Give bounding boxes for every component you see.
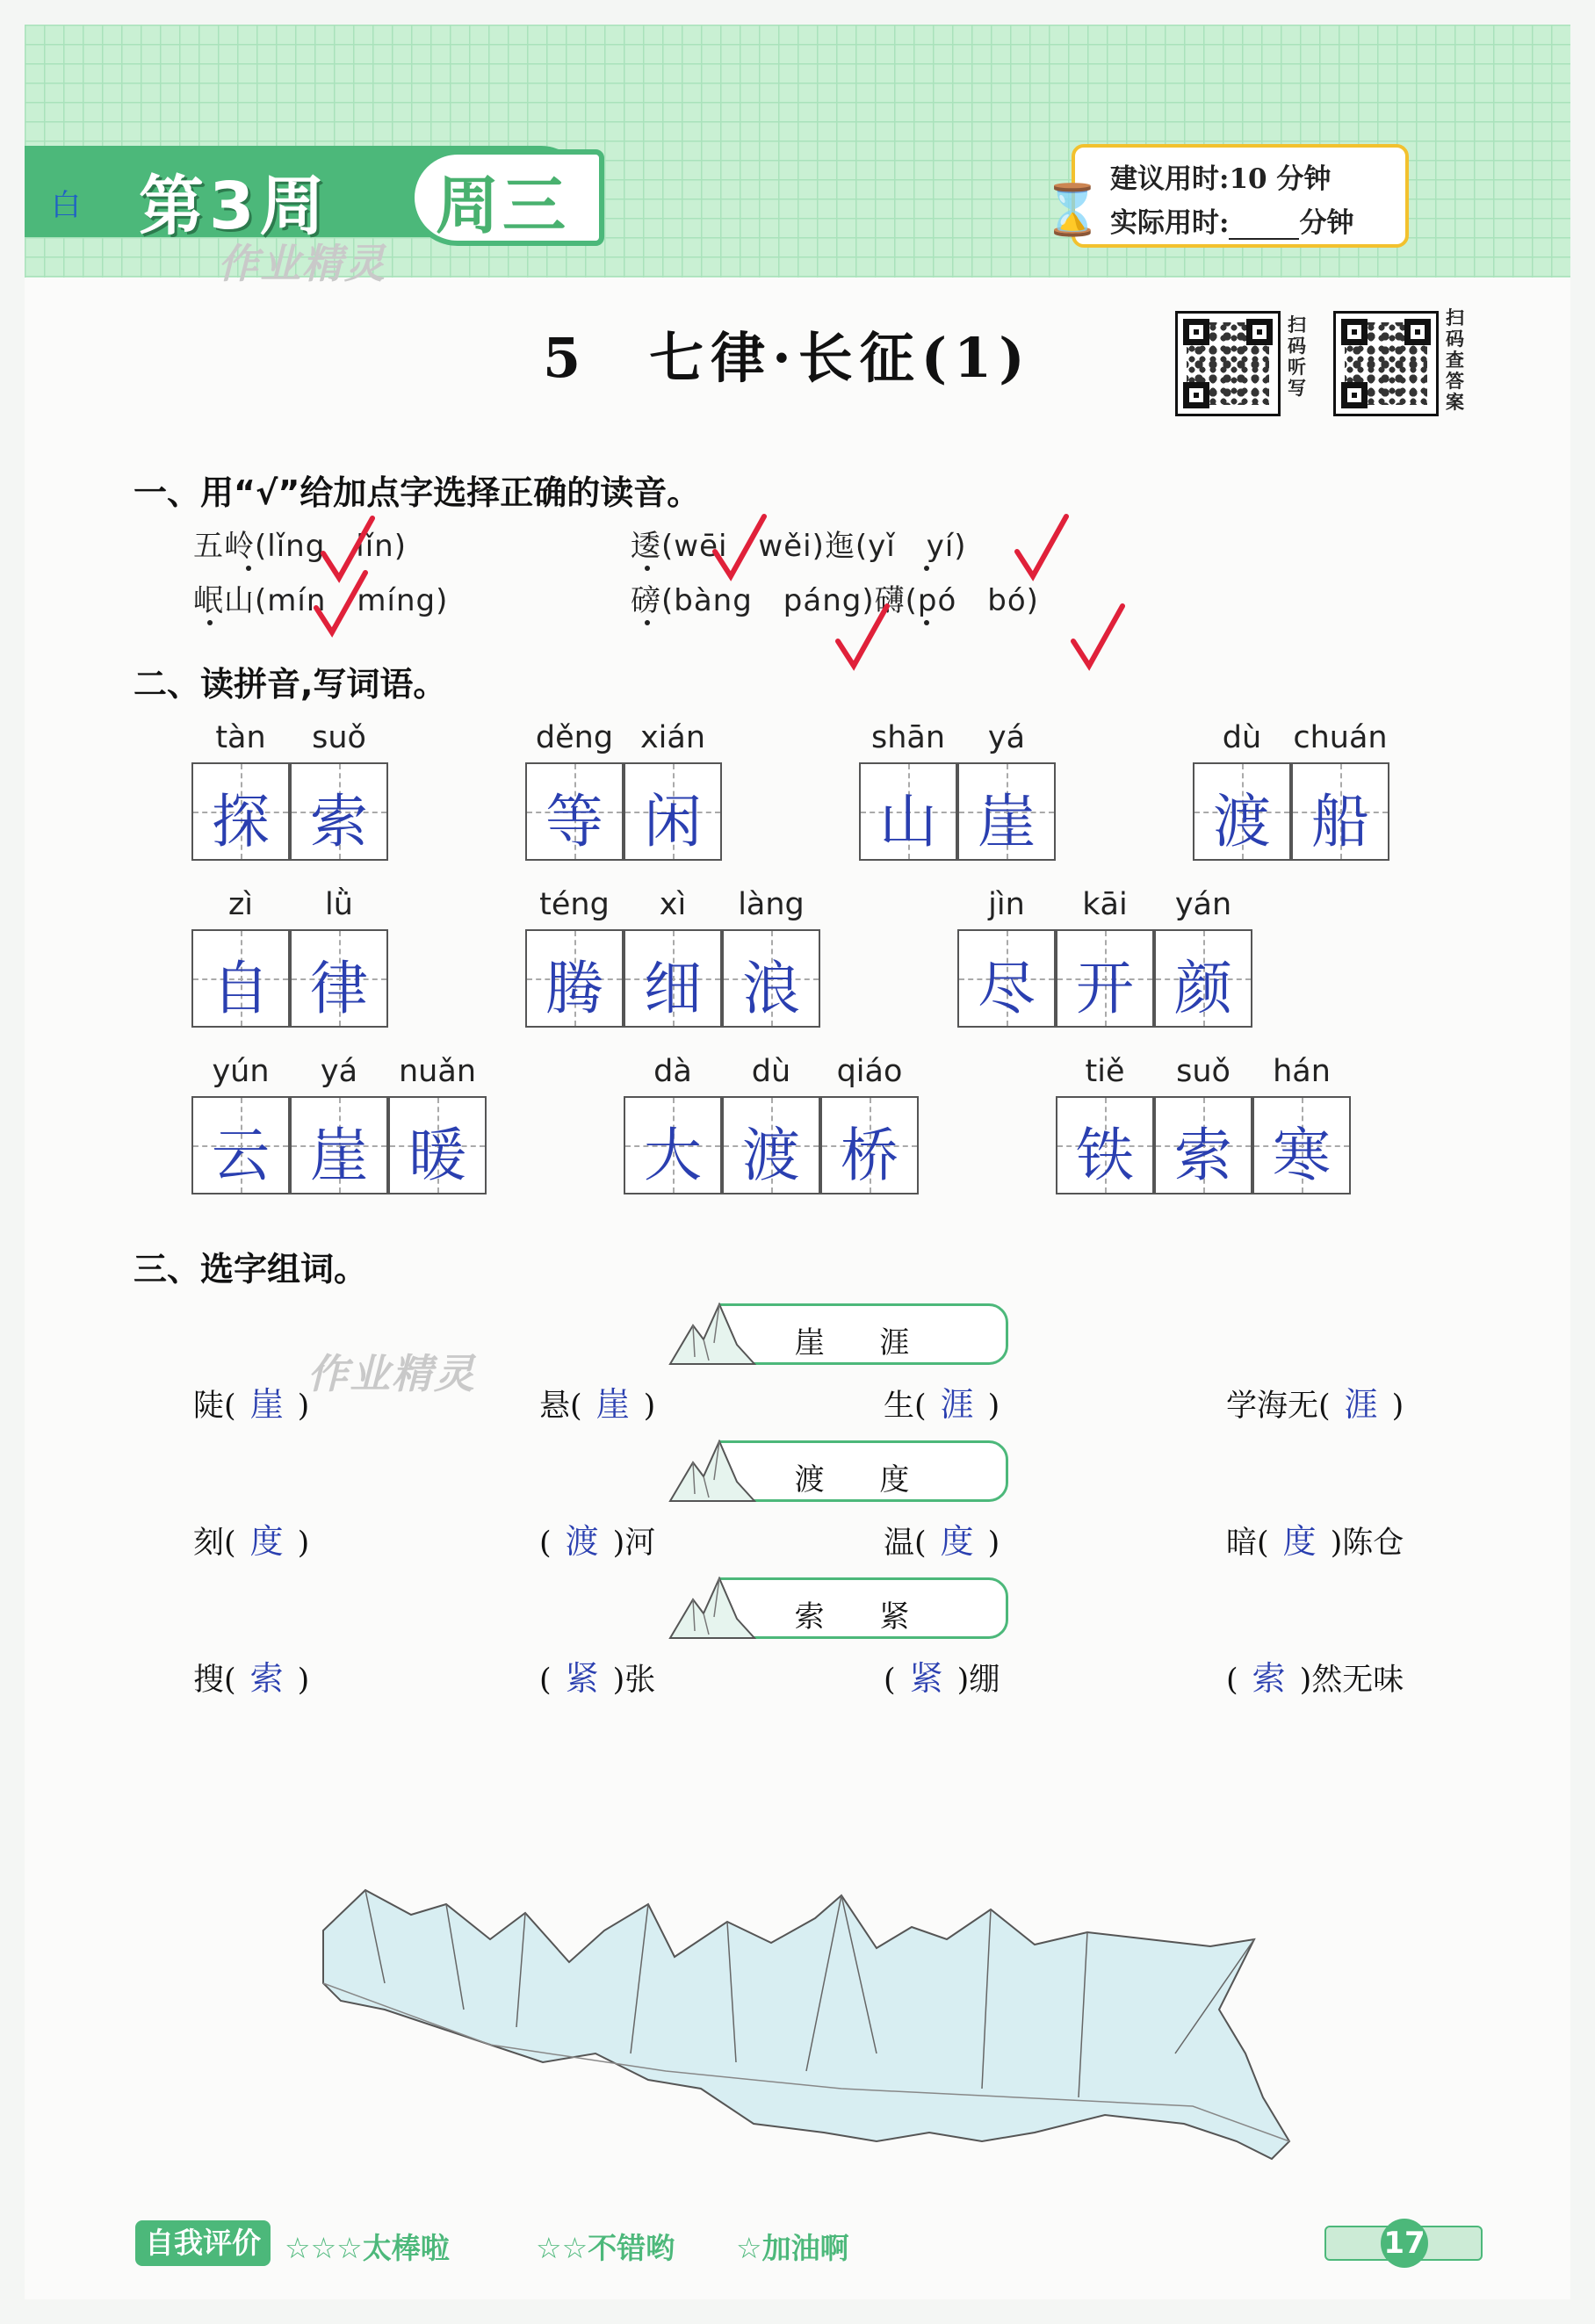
choice-pill xyxy=(718,1577,1008,1639)
fill-blank[interactable]: 暗( 度 )陈仓 xyxy=(1226,1522,1404,1561)
fill-blank[interactable]: 悬( 崖 ) xyxy=(539,1385,656,1424)
pinyin: suǒ xyxy=(1176,1054,1231,1089)
s1-item-pangbo: 磅(bàng páng)礴(pó bó) xyxy=(631,583,1039,618)
actual-time-unit: 分钟 xyxy=(1299,207,1354,239)
pinyin: lǜ xyxy=(325,887,353,922)
pinyin: dù xyxy=(1222,720,1262,755)
emphasis-dot xyxy=(924,620,929,625)
section1-title: 一、用“√”给加点字选择正确的读音。 xyxy=(134,473,701,512)
eval-option-tryharder[interactable]: ☆加油啊 xyxy=(736,2231,849,2265)
pinyin: tàn xyxy=(215,720,266,755)
checkmark-icon xyxy=(1070,603,1126,673)
char-cell[interactable]: 索 xyxy=(1154,1096,1252,1194)
week-title: 第3周 xyxy=(139,169,330,244)
pinyin: nuǎn xyxy=(399,1054,476,1089)
watermark-logo: 作业精灵 xyxy=(218,240,386,287)
pinyin: kāi xyxy=(1082,887,1128,922)
fill-blank[interactable]: ( 紧 )张 xyxy=(539,1659,656,1698)
pinyin: tiě xyxy=(1085,1054,1125,1089)
pinyin: chuán xyxy=(1293,720,1388,755)
section2-title: 二、读拼音,写词语。 xyxy=(134,665,447,704)
bai-mark: 白 xyxy=(51,188,81,223)
pinyin: yún xyxy=(212,1054,270,1089)
fill-blank[interactable]: ( 紧 )绷 xyxy=(884,1659,1000,1698)
char-cell[interactable]: 山 xyxy=(859,762,957,861)
char-cell[interactable]: 尽 xyxy=(957,929,1056,1028)
eval-label: 自我评价 xyxy=(135,2220,271,2266)
pinyin: děng xyxy=(535,720,614,755)
pinyin: dù xyxy=(751,1054,791,1089)
char-cell[interactable]: 云 xyxy=(191,1096,290,1194)
char-cell[interactable]: 渡 xyxy=(1193,762,1291,861)
lesson-title: 5 七律·长征(1) xyxy=(543,326,1032,390)
actual-time-blank[interactable] xyxy=(1229,215,1299,240)
char-cell[interactable]: 等 xyxy=(525,762,624,861)
page-number-text: 17 xyxy=(1381,2219,1428,2268)
fill-blank[interactable]: 刻( 度 ) xyxy=(193,1522,310,1561)
char-cell[interactable]: 闲 xyxy=(624,762,722,861)
pinyin: jìn xyxy=(988,887,1025,922)
char-cell[interactable]: 浪 xyxy=(722,929,820,1028)
char-cell[interactable]: 探 xyxy=(191,762,290,861)
day-title: 周三 xyxy=(436,169,570,242)
char-cell[interactable]: 大 xyxy=(624,1096,722,1194)
emphasis-dot xyxy=(246,566,251,571)
emphasis-dot xyxy=(207,620,213,625)
fill-blank[interactable]: 学海无( 涯 ) xyxy=(1226,1385,1404,1424)
pinyin: yá xyxy=(987,720,1026,755)
checkmark-icon xyxy=(834,603,891,673)
pinyin: hán xyxy=(1273,1054,1331,1089)
emphasis-dot xyxy=(645,620,650,625)
choice-pill xyxy=(718,1303,1008,1365)
choice-pill-text: 渡 度 xyxy=(794,1462,933,1498)
pinyin: qiáo xyxy=(836,1054,903,1089)
s1-item-minshan: 岷山(mín míng) xyxy=(193,583,449,618)
qr-label-dictation: 扫码听写 xyxy=(1288,314,1306,399)
char-cell[interactable]: 桥 xyxy=(820,1096,919,1194)
char-cell[interactable]: 腾 xyxy=(525,929,624,1028)
choice-pill xyxy=(718,1440,1008,1502)
pinyin: yán xyxy=(1174,887,1232,922)
char-cell[interactable]: 律 xyxy=(290,929,388,1028)
pinyin: xián xyxy=(639,720,706,755)
suggested-time: 建议用时:10 分钟 xyxy=(1110,163,1332,195)
s1-item-wuling: 五岭(lǐng lǐn) xyxy=(193,529,407,564)
actual-time xyxy=(1110,200,1353,240)
worksheet-page xyxy=(25,25,1570,2299)
fill-blank[interactable]: ( 渡 )河 xyxy=(539,1522,656,1561)
fill-blank[interactable]: 搜( 索 ) xyxy=(193,1659,310,1698)
char-cell[interactable]: 崖 xyxy=(290,1096,388,1194)
checkmark-icon xyxy=(313,569,369,639)
pinyin: shān xyxy=(870,720,946,755)
checkmark-icon xyxy=(1014,513,1070,583)
hourglass-icon: ⌛ xyxy=(1042,182,1103,239)
page-number xyxy=(1324,2219,1483,2268)
pinyin: dà xyxy=(653,1054,692,1089)
qr-code-dictation[interactable] xyxy=(1175,311,1281,416)
pinyin: làng xyxy=(738,887,805,922)
eval-option-good[interactable]: ☆☆不错哟 xyxy=(536,2231,675,2265)
watermark-logo: 作业精灵 xyxy=(307,1350,476,1397)
section3-title: 三、选字组词。 xyxy=(134,1250,368,1288)
fill-blank[interactable]: 陡( 崖 ) xyxy=(193,1385,310,1424)
fill-blank[interactable]: 生( 涯 ) xyxy=(884,1385,1000,1424)
char-cell[interactable]: 开 xyxy=(1056,929,1154,1028)
choice-pill-text: 崖 涯 xyxy=(794,1325,933,1360)
char-cell[interactable]: 铁 xyxy=(1056,1096,1154,1194)
qr-code-answers[interactable] xyxy=(1333,311,1439,416)
actual-time-label: 实际用时: xyxy=(1110,207,1230,239)
emphasis-dot xyxy=(924,566,929,571)
pinyin: xì xyxy=(659,887,687,922)
char-cell[interactable]: 暖 xyxy=(388,1096,487,1194)
char-cell[interactable]: 自 xyxy=(191,929,290,1028)
char-cell[interactable]: 渡 xyxy=(722,1096,820,1194)
char-cell[interactable]: 细 xyxy=(624,929,722,1028)
char-cell[interactable]: 寒 xyxy=(1252,1096,1351,1194)
fill-blank[interactable]: ( 索 )然无味 xyxy=(1226,1659,1404,1698)
qr-label-answers: 扫码查答案 xyxy=(1446,307,1464,413)
char-cell[interactable]: 船 xyxy=(1291,762,1389,861)
char-cell[interactable]: 索 xyxy=(290,762,388,861)
checkmark-icon xyxy=(711,513,768,583)
s1-item-weiyi: 逶(wēi wěi)迤(yǐ yí) xyxy=(631,529,967,564)
char-cell[interactable]: 崖 xyxy=(957,762,1056,861)
choice-pill-text: 索 紧 xyxy=(794,1599,933,1635)
eval-option-great[interactable]: ☆☆☆太棒啦 xyxy=(285,2231,450,2265)
pinyin: yá xyxy=(320,1054,358,1089)
char-cell[interactable]: 颜 xyxy=(1154,929,1252,1028)
pinyin: téng xyxy=(539,887,610,922)
pinyin: zì xyxy=(227,887,254,922)
mountain-illustration xyxy=(314,1878,1324,2194)
fill-blank[interactable]: 温( 度 ) xyxy=(884,1522,1000,1561)
emphasis-dot xyxy=(645,566,650,571)
pinyin: suǒ xyxy=(312,720,366,755)
